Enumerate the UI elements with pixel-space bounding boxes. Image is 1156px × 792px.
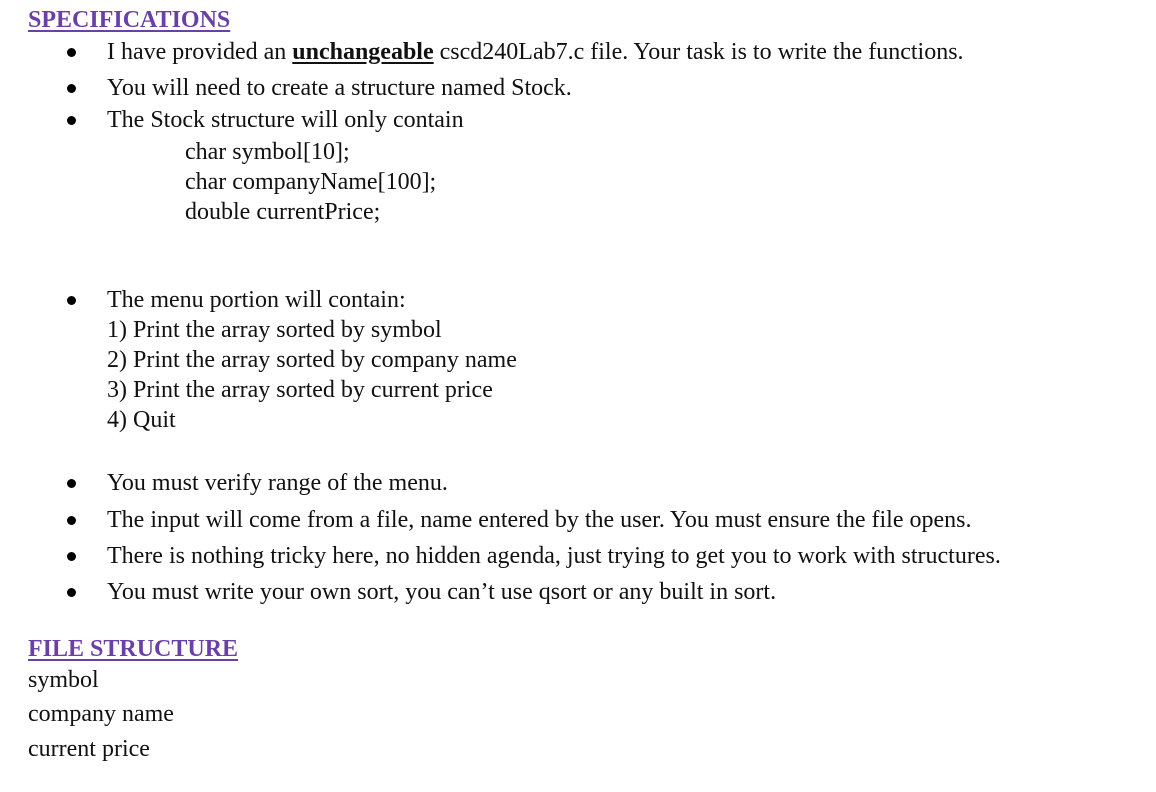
file-structure-line-company: company name	[28, 701, 174, 727]
bullet-create-structure: You will need to create a structure named Stock.	[107, 75, 572, 101]
bullet-unchangeable-file	[107, 37, 964, 67]
bullet-structure-contents: The Stock structure will only contain	[107, 107, 464, 133]
bullet-menu-portion: The menu portion will contain:	[107, 287, 406, 313]
bullet-verify-range: You must verify range of the menu.	[107, 470, 448, 496]
specifications-heading: SPECIFICATIONS	[28, 7, 231, 33]
menu-option-4: 4) Quit	[107, 407, 176, 433]
file-structure-heading: FILE STRUCTURE	[28, 636, 239, 662]
menu-option-1: 1) Print the array sorted by symbol	[107, 317, 442, 343]
field-symbol: char symbol[10];	[185, 139, 350, 165]
field-current-price: double currentPrice;	[185, 199, 381, 225]
file-structure-line-symbol: symbol	[28, 667, 99, 693]
file-structure-line-price: current price	[28, 736, 150, 762]
menu-option-2: 2) Print the array sorted by company name	[107, 347, 517, 373]
bullet1-post: cscd240Lab7.c file. Your task is to write the functions.	[433, 39, 964, 65]
bullet-nothing-tricky: There is nothing tricky here, no hidden agenda, just trying to get you to work with structures.	[107, 543, 1001, 569]
bullet-own-sort: You must write your own sort, you can’t use qsort or any built in sort.	[107, 579, 777, 605]
field-company-name: char companyName[100];	[185, 169, 437, 195]
bullet1-pre: I have provided an	[107, 39, 293, 65]
menu-option-3: 3) Print the array sorted by current price	[107, 377, 493, 403]
bullet1-emphasis: unchangeable	[292, 39, 434, 65]
bullet-input-file: The input will come from a file, name entered by the user. You must ensure the file opens.	[107, 507, 972, 533]
